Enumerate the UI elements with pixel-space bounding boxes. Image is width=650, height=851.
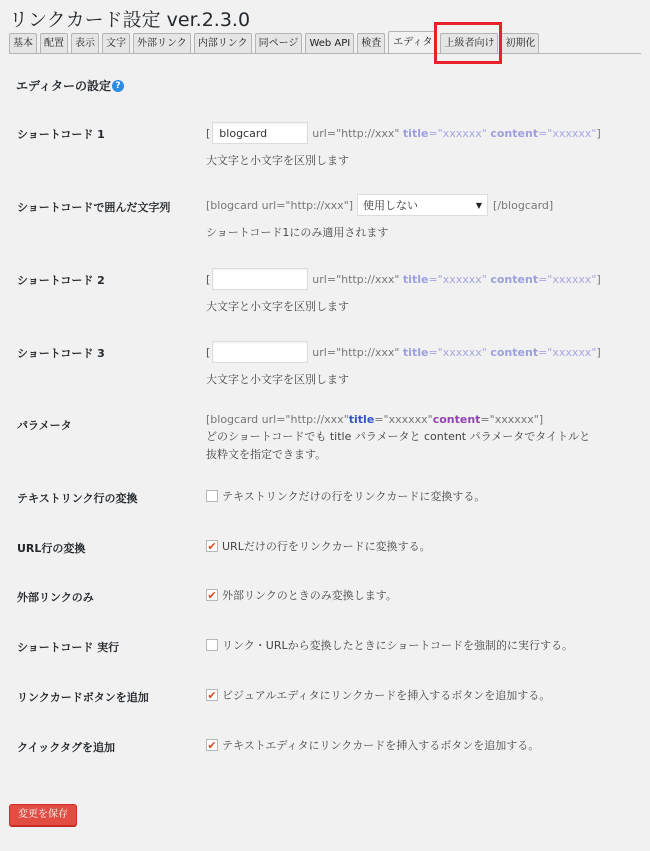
- section-title-text: エディターの設定: [16, 79, 112, 93]
- external-only-checkbox[interactable]: ✔: [207, 588, 217, 602]
- shortcode-exec-label: ショートコード 実行: [17, 641, 120, 654]
- url-line-convert-text: URLだけの行をリンクカードに変換する。: [222, 540, 431, 553]
- save-button[interactable]: 変更を保存: [9, 804, 77, 826]
- tab-text[interactable]: 文字: [102, 33, 130, 54]
- tab-display[interactable]: 表示: [71, 33, 99, 54]
- help-icon[interactable]: ?: [112, 80, 124, 92]
- bracket-open: [: [206, 126, 211, 140]
- content-param-value: ="xxxxxx": [538, 272, 597, 286]
- content-param-key: content: [490, 272, 539, 286]
- bracket-open: [: [206, 272, 211, 286]
- wrapped-select-value: 使用しない: [363, 199, 419, 212]
- url-line-convert-option: [206, 538, 431, 554]
- shortcode1-input[interactable]: [212, 122, 308, 144]
- text-link-convert-option: [206, 488, 485, 504]
- content-param-value: ="xxxxxx": [538, 345, 597, 359]
- wrapped-prefix: [blogcard url="http://xxx"]: [206, 198, 354, 212]
- title-param-key: title: [402, 345, 429, 359]
- text-link-convert-checkbox[interactable]: [206, 490, 218, 502]
- title-param-key: title: [402, 272, 429, 286]
- params-description-2: 抜粋文を指定できます。: [206, 448, 327, 461]
- params-content-value: ="xxxxxx"]: [480, 413, 544, 426]
- external-only-label: 外部リンクのみ: [17, 591, 94, 604]
- tab-internal-link[interactable]: 内部リンク: [194, 33, 252, 54]
- tab-basic[interactable]: 基本: [9, 33, 37, 54]
- text-link-convert-text: テキストリンクだけの行をリンクカードに変換する。: [222, 490, 486, 503]
- bracket-open: [: [206, 345, 211, 359]
- shortcode-exec-option: [206, 637, 573, 653]
- shortcode1-field: [206, 122, 601, 168]
- wrapped-hint: ショートコード1にのみ適用されます: [206, 226, 389, 239]
- page-title: リンクカード設定 ver.2.3.0: [9, 9, 251, 31]
- url-param: url="http://xxx": [312, 272, 400, 286]
- bracket-close: ]: [596, 345, 601, 359]
- shortcode1-label: ショートコード 1: [17, 128, 105, 141]
- shortcode3-label: ショートコード 3: [17, 347, 105, 360]
- external-only-text: 外部リンクのときのみ変換します。: [222, 589, 397, 602]
- quicktag-label: クイックタグを追加: [17, 741, 116, 754]
- shortcode2-field: [206, 268, 601, 314]
- tab-editor[interactable]: エディタ: [388, 31, 437, 54]
- tab-inspect[interactable]: 検査: [357, 33, 385, 54]
- title-param-value: ="xxxxxx": [428, 126, 487, 140]
- tab-layout[interactable]: 配置: [40, 33, 68, 54]
- shortcode3-hint: 大文字と小文字を区別します: [206, 373, 349, 386]
- url-line-convert-checkbox[interactable]: ✔: [207, 539, 217, 553]
- params-syntax-prefix: [blogcard url="http://xxx": [206, 413, 349, 426]
- wrapped-suffix: [/blogcard]: [493, 198, 554, 212]
- shortcode-exec-text: リンク・URLから変換したときにショートコードを強制的に実行する。: [222, 639, 573, 652]
- title-param-value: ="xxxxxx": [428, 272, 487, 286]
- wrapped-select[interactable]: [357, 194, 488, 216]
- tabs-divider: [9, 53, 641, 54]
- tab-advanced[interactable]: 上級者向け: [440, 33, 498, 54]
- url-line-convert-label: URL行の変換: [17, 542, 86, 555]
- content-param-key: content: [490, 126, 539, 140]
- shortcode2-hint: 大文字と小文字を区別します: [206, 300, 349, 313]
- chevron-down-icon: ▼: [475, 200, 483, 210]
- external-only-option: [206, 587, 397, 603]
- params-title-key: title: [348, 413, 375, 426]
- add-button-label: リンクカードボタンを追加: [17, 691, 149, 704]
- title-param-key: title: [402, 126, 429, 140]
- shortcode2-label: ショートコード 2: [17, 274, 105, 287]
- bracket-close: ]: [596, 272, 601, 286]
- content-param-value: ="xxxxxx": [538, 126, 597, 140]
- add-button-checkbox[interactable]: ✔: [207, 688, 217, 702]
- section-title: [16, 77, 124, 94]
- bracket-close: ]: [596, 126, 601, 140]
- params-description-1: どのショートコードでも title パラメータと content パラメータでタイトルと: [206, 430, 591, 443]
- tab-reset[interactable]: 初期化: [501, 33, 539, 54]
- wrapped-string-label: ショートコードで囲んだ文字列: [17, 201, 171, 214]
- shortcode2-input[interactable]: [212, 268, 308, 290]
- tab-same-page[interactable]: 同ページ: [255, 33, 303, 54]
- parameters-field: [206, 413, 590, 462]
- url-param: url="http://xxx": [312, 126, 400, 140]
- add-button-text: ビジュアルエディタにリンクカードを挿入するボタンを追加する。: [222, 689, 551, 702]
- content-param-key: content: [490, 345, 539, 359]
- shortcode-exec-checkbox[interactable]: [206, 639, 218, 651]
- parameters-label: パラメータ: [17, 419, 72, 432]
- url-param: url="http://xxx": [312, 345, 400, 359]
- tab-web-api[interactable]: Web API: [305, 33, 354, 54]
- quicktag-option: [206, 737, 539, 753]
- add-button-option: [206, 687, 550, 703]
- title-param-value: ="xxxxxx": [428, 345, 487, 359]
- wrapped-string-field: [206, 194, 553, 240]
- text-link-convert-label: テキストリンク行の変換: [17, 492, 138, 505]
- tab-bar: [9, 33, 539, 54]
- shortcode1-hint: 大文字と小文字を区別します: [206, 154, 349, 167]
- quicktag-text: テキストエディタにリンクカードを挿入するボタンを追加する。: [222, 739, 540, 752]
- quicktag-checkbox[interactable]: ✔: [207, 738, 217, 752]
- shortcode3-field: [206, 341, 601, 387]
- params-content-key: content: [432, 413, 481, 426]
- tab-external-link[interactable]: 外部リンク: [133, 33, 191, 54]
- params-title-value: ="xxxxxx": [374, 413, 433, 426]
- shortcode3-input[interactable]: [212, 341, 308, 363]
